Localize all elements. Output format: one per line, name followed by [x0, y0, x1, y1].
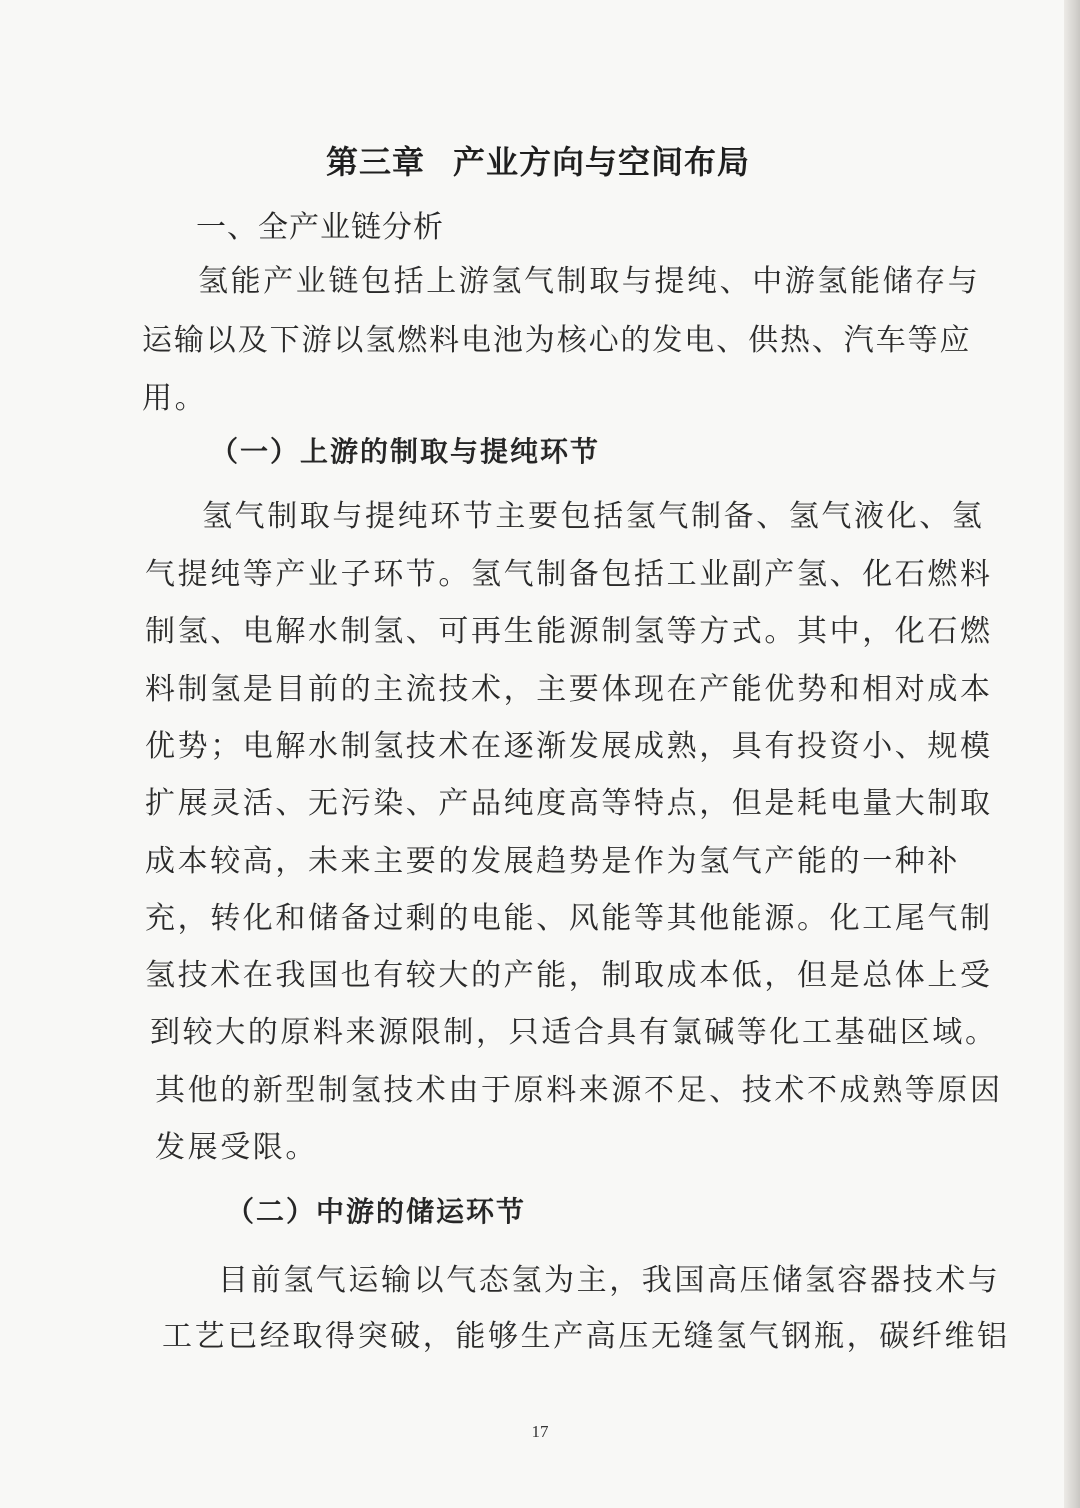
paragraph-line: 发展受限。	[155, 1130, 318, 1165]
paragraph-line: 其他的新型制氢技术由于原料来源不足、技术不成熟等原因	[155, 1073, 1003, 1108]
paragraph-line: 氢技术在我国也有较大的产能，制取成本低，但是总体上受	[145, 958, 993, 993]
chapter-number: 第三章	[326, 143, 426, 181]
paragraph-line: 优势；电解水制氢技术在逐渐发展成熟，具有投资小、规模	[145, 729, 993, 764]
paragraph-line: 扩展灵活、无污染、产品纯度高等特点，但是耗电量大制取	[145, 786, 993, 821]
paragraph-line: 工艺已经取得突破，能够生产高压无缝氢气钢瓶，碳纤维铝	[162, 1319, 1010, 1354]
scan-edge-shadow	[1064, 0, 1080, 1508]
paragraph-line: 到较大的原料来源限制，只适合具有氯碱等化工基础区域。	[150, 1015, 998, 1050]
subsection-heading-2: （二）中游的储运环节	[226, 1195, 527, 1228]
paragraph-line: 运输以及下游以氢燃料电池为核心的发电、供热、汽车等应	[142, 323, 972, 358]
paragraph-line: 目前氢气运输以气态氢为主，我国高压储氢容器技术与	[218, 1263, 1001, 1298]
paragraph-line: 制氢、电解水制氢、可再生能源制氢等方式。其中，化石燃	[145, 614, 993, 649]
paragraph-line: 气提纯等产业子环节。氢气制备包括工业副产氢、化石燃料	[145, 557, 993, 592]
paragraph-line: 成本较高，未来主要的发展趋势是作为氢气产能的一种补	[145, 844, 960, 879]
paragraph-line: 料制氢是目前的主流技术，主要体现在产能优势和相对成本	[145, 672, 993, 707]
page-number: 17	[531, 1422, 549, 1441]
paragraph-line: 氢能产业链包括上游氢气制取与提纯、中游氢能储存与	[198, 264, 981, 299]
subsection-heading-1: （一）上游的制取与提纯环节	[210, 435, 601, 468]
chapter-title	[326, 140, 750, 184]
paragraph-line: 用。	[142, 381, 208, 416]
paragraph-line: 充，转化和储备过剩的电能、风能等其他能源。化工尾气制	[145, 901, 993, 936]
chapter-name: 产业方向与空间布局	[453, 143, 751, 181]
section-heading: 一、全产业链分析	[196, 210, 444, 245]
paragraph-line: 氢气制取与提纯环节主要包括氢气制备、氢气液化、氢	[202, 499, 985, 534]
